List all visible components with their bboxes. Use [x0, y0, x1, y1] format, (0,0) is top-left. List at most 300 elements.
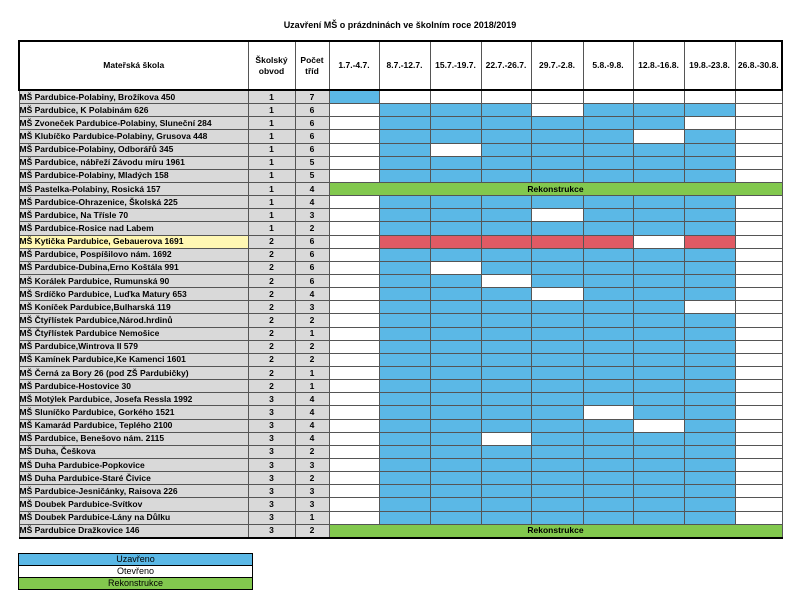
week-closed-cell [379, 130, 430, 143]
week-closed-cell [430, 169, 481, 182]
table-row [19, 458, 782, 471]
week-closed-cell [684, 261, 735, 274]
classes-cell: 4 [295, 182, 329, 195]
week-closed-cell [633, 143, 684, 156]
school-name-cell: MŠ Čtyřlístek Pardubice,Národ.hrdinů [19, 314, 248, 327]
week-closed-cell [633, 274, 684, 287]
week-closed-cell [583, 117, 633, 130]
week-open-cell [735, 301, 782, 314]
table-row [19, 143, 782, 156]
week-closed-cell [379, 472, 430, 485]
table-row [19, 130, 782, 143]
week-closed-cell [531, 274, 583, 287]
week-closed-cell [684, 458, 735, 471]
school-name-cell: MŠ Sluníčko Pardubice, Gorkého 1521 [19, 406, 248, 419]
table-row [19, 419, 782, 432]
week-closed-cell [430, 472, 481, 485]
week-closed-cell [531, 156, 583, 169]
classes-cell: 3 [295, 301, 329, 314]
week-open-cell [329, 143, 379, 156]
week-open-cell [329, 274, 379, 287]
week-open-cell [531, 209, 583, 222]
week-closed-cell [583, 288, 633, 301]
table-row [19, 445, 782, 458]
week-closed-cell [379, 380, 430, 393]
week-closed-cell [481, 393, 531, 406]
school-name-cell: MŠ Pardubice-Dubina,Erno Koštála 991 [19, 261, 248, 274]
week-closed-cell [430, 340, 481, 353]
classes-cell: 3 [295, 209, 329, 222]
school-name-cell: MŠ Pardubice-Rosice nad Labem [19, 222, 248, 235]
classes-cell: 1 [295, 366, 329, 379]
classes-cell: 3 [295, 458, 329, 471]
week-closed-cell [633, 432, 684, 445]
district-cell: 3 [248, 498, 295, 511]
week-open-cell [481, 90, 531, 104]
week-open-cell [531, 104, 583, 117]
week-open-cell [684, 117, 735, 130]
district-cell: 3 [248, 458, 295, 471]
week-open-cell [735, 380, 782, 393]
week-closed-cell [481, 445, 531, 458]
week-closed-cell [531, 117, 583, 130]
week-closed-cell [531, 366, 583, 379]
legend-closed: Uzavřeno [19, 554, 252, 566]
district-cell: 1 [248, 104, 295, 117]
week-open-cell [329, 406, 379, 419]
week-open-cell [735, 366, 782, 379]
week-closed-cell [481, 301, 531, 314]
district-cell: 2 [248, 314, 295, 327]
week-closed-cell [379, 511, 430, 524]
table-row [19, 366, 782, 379]
week-closed-cell [481, 419, 531, 432]
school-name-cell: MŠ Doubek Pardubice-Lány na Důlku [19, 511, 248, 524]
week-open-cell [735, 393, 782, 406]
table-row [19, 380, 782, 393]
week-closed-cell [583, 261, 633, 274]
week-open-cell [329, 393, 379, 406]
district-cell: 1 [248, 182, 295, 195]
school-name-cell: MŠ Kamarád Pardubice, Teplého 2100 [19, 419, 248, 432]
classes-cell: 1 [295, 327, 329, 340]
week-closed-cell [379, 301, 430, 314]
week-closed-cell [633, 104, 684, 117]
table-row [19, 340, 782, 353]
week-closed-cell [583, 485, 633, 498]
district-cell: 2 [248, 274, 295, 287]
classes-cell: 6 [295, 104, 329, 117]
week-closed-cell [531, 340, 583, 353]
header-row [19, 41, 782, 90]
week-closed-cell [583, 301, 633, 314]
week-closed-cell [684, 222, 735, 235]
week-open-cell [735, 209, 782, 222]
classes-cell: 2 [295, 314, 329, 327]
week-closed-cell [379, 261, 430, 274]
week-closed-cell [531, 314, 583, 327]
district-cell: 3 [248, 432, 295, 445]
classes-cell: 6 [295, 143, 329, 156]
week-open-cell [329, 301, 379, 314]
table-row [19, 196, 782, 209]
week-open-cell [583, 90, 633, 104]
district-cell: 1 [248, 196, 295, 209]
week-closed-cell [583, 340, 633, 353]
week-closed-cell [531, 143, 583, 156]
week-open-cell [735, 406, 782, 419]
week-closed-cell [531, 261, 583, 274]
classes-cell: 6 [295, 261, 329, 274]
week-open-cell [329, 248, 379, 261]
classes-cell: 6 [295, 248, 329, 261]
week-open-cell [329, 511, 379, 524]
week-closed-cell [481, 130, 531, 143]
header-district: Školský obvod [248, 41, 295, 90]
week-closed-cell [481, 406, 531, 419]
week-closed-cell [481, 156, 531, 169]
week-closed-cell [379, 248, 430, 261]
classes-cell: 6 [295, 117, 329, 130]
table-row [19, 209, 782, 222]
week-closed-cell [583, 472, 633, 485]
week-closed-cell [531, 406, 583, 419]
week-closed-cell [633, 472, 684, 485]
header-week: 5.8.-9.8. [583, 41, 633, 90]
district-cell: 2 [248, 380, 295, 393]
school-name-cell: MŠ Klubíčko Pardubice-Polabiny, Grusova 448 [19, 130, 248, 143]
table-body [19, 90, 782, 538]
week-open-cell [735, 235, 782, 248]
week-open-cell [735, 156, 782, 169]
table-row [19, 90, 782, 104]
week-closed-cell [531, 130, 583, 143]
week-closed-cell [430, 393, 481, 406]
classes-cell: 4 [295, 196, 329, 209]
week-closed-cell [583, 458, 633, 471]
district-cell: 2 [248, 288, 295, 301]
classes-cell: 2 [295, 222, 329, 235]
reconstruction-cell: Rekonstrukce [329, 524, 782, 538]
table-row [19, 406, 782, 419]
school-name-cell: MŠ Pardubice, K Polabinám 626 [19, 104, 248, 117]
week-closed-cell [531, 393, 583, 406]
week-open-cell [329, 196, 379, 209]
district-cell: 2 [248, 248, 295, 261]
week-open-cell [329, 104, 379, 117]
school-name-cell: MŠ Duha, Češkova [19, 445, 248, 458]
week-closed-cell [583, 130, 633, 143]
school-name-cell: MŠ Pardubice, Na Třísle 70 [19, 209, 248, 222]
document-title: Uzavření MŠ o prázdninách ve školním roce 2018/2019 [283, 20, 517, 30]
week-open-cell [430, 143, 481, 156]
week-closed-cell [430, 274, 481, 287]
week-open-cell [329, 340, 379, 353]
week-open-cell [329, 261, 379, 274]
week-closed-cell [481, 498, 531, 511]
week-closed-cell [531, 485, 583, 498]
week-open-cell [329, 458, 379, 471]
week-open-cell [735, 472, 782, 485]
week-closed-cell [430, 130, 481, 143]
week-closed-cell [633, 156, 684, 169]
week-closed-cell [481, 314, 531, 327]
classes-cell: 2 [295, 445, 329, 458]
week-closed-special-cell [583, 235, 633, 248]
classes-cell: 2 [295, 472, 329, 485]
week-closed-cell [430, 314, 481, 327]
week-closed-cell [481, 353, 531, 366]
classes-cell: 7 [295, 90, 329, 104]
week-closed-cell [633, 314, 684, 327]
week-closed-cell [684, 380, 735, 393]
school-name-cell: MŠ Kamínek Pardubice,Ke Kamenci 1601 [19, 353, 248, 366]
week-closed-cell [379, 445, 430, 458]
week-closed-cell [633, 340, 684, 353]
week-open-cell [735, 353, 782, 366]
week-closed-cell [633, 248, 684, 261]
week-closed-cell [430, 104, 481, 117]
week-closed-cell [379, 222, 430, 235]
week-closed-cell [583, 419, 633, 432]
district-cell: 2 [248, 340, 295, 353]
week-closed-cell [430, 288, 481, 301]
week-closed-cell [583, 380, 633, 393]
classes-cell: 3 [295, 498, 329, 511]
week-open-cell [735, 288, 782, 301]
week-closed-cell [684, 143, 735, 156]
legend [18, 553, 253, 590]
week-open-cell [735, 196, 782, 209]
district-cell: 3 [248, 472, 295, 485]
week-closed-cell [379, 169, 430, 182]
legend-reconstruction: Rekonstrukce [19, 578, 252, 589]
week-closed-cell [430, 156, 481, 169]
table-row [19, 472, 782, 485]
week-closed-cell [583, 327, 633, 340]
week-open-cell [735, 143, 782, 156]
week-closed-cell [379, 406, 430, 419]
week-open-cell [329, 445, 379, 458]
week-open-cell [329, 498, 379, 511]
week-open-cell [329, 485, 379, 498]
classes-cell: 4 [295, 432, 329, 445]
header-week: 1.7.-4.7. [329, 41, 379, 90]
reconstruction-cell: Rekonstrukce [329, 182, 782, 195]
header-week: 8.7.-12.7. [379, 41, 430, 90]
school-name-cell: MŠ Duha Pardubice-Staré Čivice [19, 472, 248, 485]
table-row [19, 288, 782, 301]
classes-cell: 3 [295, 485, 329, 498]
week-closed-cell [430, 209, 481, 222]
week-closed-cell [531, 458, 583, 471]
district-cell: 1 [248, 130, 295, 143]
week-closed-cell [583, 169, 633, 182]
week-open-cell [735, 169, 782, 182]
week-closed-cell [481, 327, 531, 340]
week-closed-cell [684, 314, 735, 327]
week-open-cell [531, 288, 583, 301]
week-closed-cell [379, 485, 430, 498]
week-closed-cell [531, 327, 583, 340]
week-open-cell [329, 288, 379, 301]
week-closed-cell [684, 130, 735, 143]
week-closed-cell [430, 301, 481, 314]
table-row [19, 485, 782, 498]
week-closed-cell [430, 117, 481, 130]
week-closed-cell [684, 393, 735, 406]
week-open-cell [633, 90, 684, 104]
district-cell: 2 [248, 261, 295, 274]
week-closed-cell [430, 366, 481, 379]
week-closed-special-cell [481, 235, 531, 248]
district-cell: 1 [248, 222, 295, 235]
week-closed-cell [684, 406, 735, 419]
table-row [19, 274, 782, 287]
week-open-cell [633, 235, 684, 248]
week-open-cell [329, 222, 379, 235]
week-open-cell [633, 130, 684, 143]
week-closed-cell [583, 196, 633, 209]
week-closed-cell [633, 196, 684, 209]
week-closed-cell [583, 156, 633, 169]
week-closed-cell [531, 301, 583, 314]
week-closed-cell [633, 301, 684, 314]
week-open-cell [583, 406, 633, 419]
week-closed-cell [684, 169, 735, 182]
school-name-cell: MŠ Kytička Pardubice, Gebauerova 1691 [19, 235, 248, 248]
week-open-cell [329, 380, 379, 393]
week-open-cell [633, 419, 684, 432]
week-open-cell [329, 472, 379, 485]
classes-cell: 1 [295, 380, 329, 393]
week-closed-cell [379, 274, 430, 287]
week-open-cell [531, 90, 583, 104]
header-week: 15.7.-19.7. [430, 41, 481, 90]
school-name-cell: MŠ Pardubice, Pospíšilovo nám. 1692 [19, 248, 248, 261]
week-closed-cell [633, 380, 684, 393]
district-cell: 1 [248, 117, 295, 130]
week-closed-cell [481, 222, 531, 235]
week-closed-cell [379, 104, 430, 117]
week-closed-cell [684, 288, 735, 301]
week-open-cell [735, 274, 782, 287]
classes-cell: 5 [295, 169, 329, 182]
week-closed-cell [481, 458, 531, 471]
week-closed-special-cell [684, 235, 735, 248]
week-closed-cell [481, 288, 531, 301]
week-open-cell [329, 209, 379, 222]
week-closed-cell [633, 169, 684, 182]
district-cell: 2 [248, 235, 295, 248]
week-closed-cell [633, 209, 684, 222]
classes-cell: 2 [295, 340, 329, 353]
week-closed-cell [684, 432, 735, 445]
district-cell: 1 [248, 156, 295, 169]
week-open-cell [735, 327, 782, 340]
week-open-cell [735, 261, 782, 274]
table-row [19, 432, 782, 445]
table-row [19, 117, 782, 130]
school-name-cell: MŠ Pardubice,Wintrova II 579 [19, 340, 248, 353]
week-closed-cell [684, 498, 735, 511]
header-school: Mateřská škola [19, 41, 248, 90]
table-row [19, 169, 782, 182]
week-closed-cell [531, 380, 583, 393]
week-closed-cell [583, 511, 633, 524]
week-closed-cell [633, 261, 684, 274]
week-closed-cell [684, 196, 735, 209]
table-row [19, 393, 782, 406]
table-row [19, 314, 782, 327]
week-closed-cell [481, 485, 531, 498]
week-closed-cell [531, 432, 583, 445]
week-closed-cell [430, 353, 481, 366]
week-closed-special-cell [379, 235, 430, 248]
classes-cell: 2 [295, 353, 329, 366]
week-open-cell [735, 511, 782, 524]
week-closed-cell [531, 196, 583, 209]
week-open-cell [329, 235, 379, 248]
week-closed-cell [430, 419, 481, 432]
week-closed-cell [379, 393, 430, 406]
classes-cell: 4 [295, 419, 329, 432]
week-closed-cell [583, 248, 633, 261]
week-closed-cell [633, 288, 684, 301]
week-closed-cell [481, 196, 531, 209]
week-open-cell [735, 117, 782, 130]
week-closed-cell [430, 196, 481, 209]
week-open-cell [329, 156, 379, 169]
table-row [19, 498, 782, 511]
week-closed-cell [684, 248, 735, 261]
school-name-cell: MŠ Pardubice, nábřeží Závodu míru 1961 [19, 156, 248, 169]
week-closed-cell [633, 485, 684, 498]
table-row [19, 301, 782, 314]
week-closed-cell [379, 143, 430, 156]
week-open-cell [735, 458, 782, 471]
week-closed-cell [430, 406, 481, 419]
week-closed-cell [379, 366, 430, 379]
week-open-cell [329, 130, 379, 143]
school-name-cell: MŠ Pastelka-Polabiny, Rosická 157 [19, 182, 248, 195]
classes-cell: 1 [295, 511, 329, 524]
week-closed-cell [379, 209, 430, 222]
district-cell: 2 [248, 301, 295, 314]
school-name-cell: MŠ Pardubice, Benešovo nám. 2115 [19, 432, 248, 445]
table-row [19, 235, 782, 248]
header-week: 19.8.-23.8. [684, 41, 735, 90]
week-closed-cell [684, 104, 735, 117]
week-open-cell [735, 485, 782, 498]
week-closed-cell [481, 340, 531, 353]
week-closed-cell [379, 432, 430, 445]
week-closed-cell [633, 445, 684, 458]
table-row [19, 248, 782, 261]
week-closed-cell [379, 117, 430, 130]
school-name-cell: MŠ Černá za Bory 26 (pod ZŠ Pardubičky) [19, 366, 248, 379]
school-name-cell: MŠ Čtyřlístek Pardubice Nemošice [19, 327, 248, 340]
week-closed-cell [481, 209, 531, 222]
week-closed-cell [633, 458, 684, 471]
week-closed-cell [481, 248, 531, 261]
table-row [19, 156, 782, 169]
week-closed-cell [430, 222, 481, 235]
week-closed-cell [531, 419, 583, 432]
table-row [19, 222, 782, 235]
week-closed-cell [531, 511, 583, 524]
week-closed-cell [583, 314, 633, 327]
